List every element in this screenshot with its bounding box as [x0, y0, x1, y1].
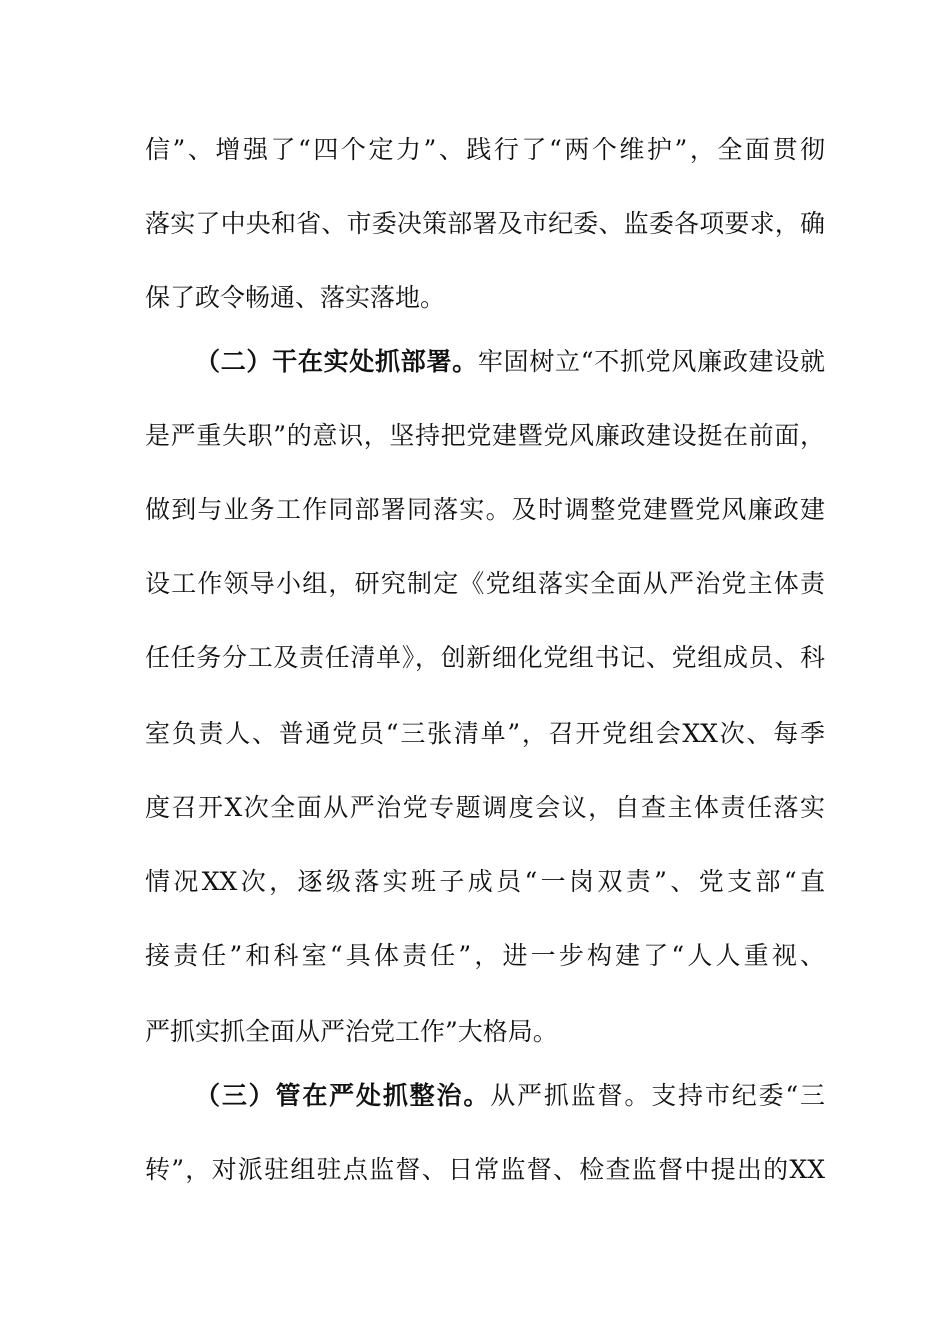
para2-line-6: 室负责人、普通党员“三张清单”，召开党组会XX次、每季 — [145, 719, 825, 748]
para2-line-3: 做到与业务工作同部署同落实。及时调整党建暨党风廉政建 — [145, 495, 825, 524]
para1-line-2: 落实了中央和省、市委决策部署及市纪委、监委各项要求，确 — [145, 209, 825, 238]
para2-line-8: 情况XX次，逐级落实班子成员“一岗双责”、党支部“直 — [145, 867, 825, 896]
section-heading-3: （三）管在严处抓整治。 — [195, 1081, 491, 1110]
para2-line-5: 任任务分工及责任清单》，创新细化党组书记、党组成员、科 — [145, 643, 825, 672]
section-heading-2: （二）干在实处抓部署。 — [195, 347, 478, 376]
para2-line-4: 设工作领导小组，研究制定《党组落实全面从严治党主体责 — [145, 569, 825, 598]
para1-line-3: 保了政令畅通、落实落地。 — [145, 283, 446, 312]
para3-line-2: 转”，对派驻组驻点监督、日常监督、检查监督中提出的XX — [145, 1155, 825, 1184]
para1-line-1: 信”、增强了“四个定力”、践行了“两个维护”，全面贯彻 — [145, 135, 825, 164]
para2-line-1 — [195, 344, 825, 380]
para2-line-9: 接责任”和科室“具体责任”，进一步构建了“人人重视、 — [145, 941, 825, 970]
para2-line-7: 度召开X次全面从严治党专题调度会议，自查主体责任落实 — [145, 793, 825, 822]
para2-line-10: 严抓实抓全面从严治党工作”大格局。 — [145, 1017, 558, 1046]
para3-line-1-text: 从严抓监督。支持市纪委“三 — [490, 1081, 825, 1110]
para2-line-1-text: 牢固树立“不抓党风廉政建设就 — [477, 347, 825, 376]
para2-line-2: 是严重失职”的意识，坚持把党建暨党风廉政建设挺在前面， — [145, 421, 825, 450]
para3-line-1 — [195, 1078, 825, 1114]
